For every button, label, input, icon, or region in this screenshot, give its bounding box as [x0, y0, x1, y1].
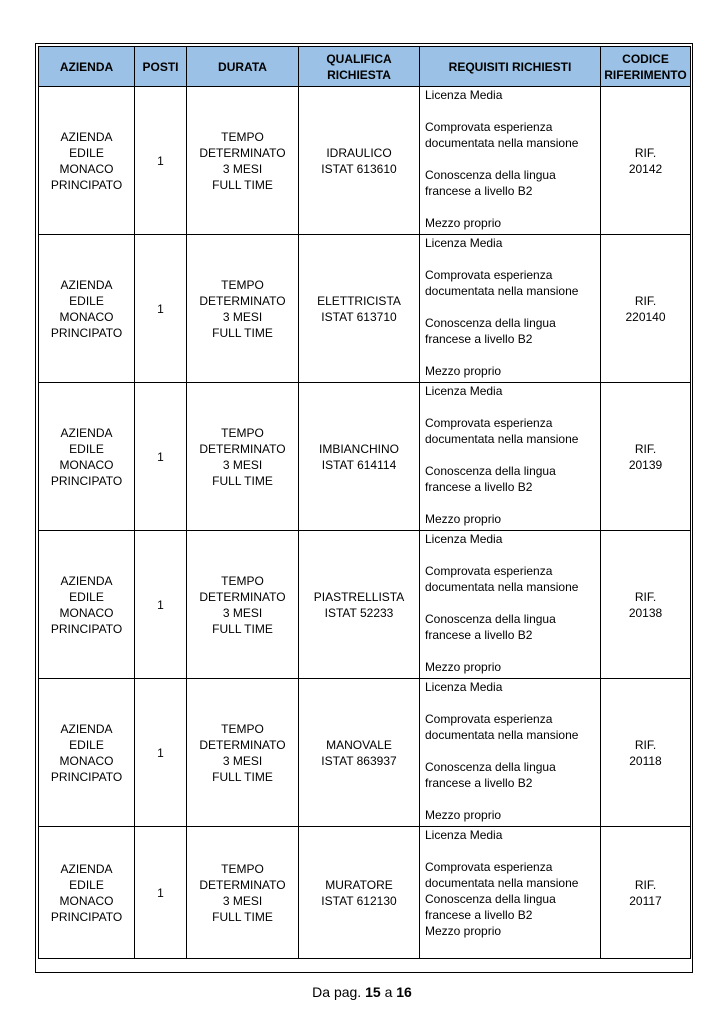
requisiti-line: documentata nella mansione — [425, 136, 579, 150]
cell-requisiti — [420, 679, 601, 827]
cell-qualifica-line: MANOVALE — [326, 737, 392, 752]
table-row — [39, 87, 691, 235]
cell-codice — [601, 383, 691, 531]
cell-durata-line: FULL TIME — [212, 621, 273, 636]
cell-azienda-line: MONACO — [59, 893, 114, 908]
cell-durata-line: DETERMINATO — [199, 145, 286, 160]
requisiti-line: documentata nella mansione — [425, 728, 579, 742]
cell-qualifica-line: MURATORE — [325, 877, 393, 892]
cell-codice-line: RIF. — [634, 145, 657, 160]
cell-posti: 1 — [135, 383, 187, 531]
cell-qualifica-line: IDRAULICO — [326, 145, 392, 160]
requisiti-line: Licenza Media — [425, 384, 503, 398]
cell-qualifica-line: IMBIANCHINO — [318, 441, 399, 456]
requisiti-spacer — [425, 495, 596, 511]
cell-codice-line: 20118 — [629, 753, 662, 768]
cell-durata-line: DETERMINATO — [199, 877, 286, 892]
cell-codice-line: RIF. — [634, 293, 657, 308]
header-qualifica: QUALIFICA RICHIESTA — [299, 47, 420, 87]
cell-posti: 1 — [135, 827, 187, 959]
requisiti-line: Licenza Media — [425, 88, 503, 102]
cell-posti: 1 — [135, 87, 187, 235]
requisiti-line: francese a livello B2 — [425, 480, 533, 494]
cell-azienda-line: AZIENDA — [60, 573, 113, 588]
requisiti-spacer — [425, 299, 596, 315]
requisiti-line: Licenza Media — [425, 828, 503, 842]
cell-requisiti — [420, 827, 601, 959]
cell-codice-line: 20138 — [628, 605, 663, 620]
requisiti-spacer — [425, 791, 596, 807]
header-azienda: AZIENDA — [39, 47, 135, 87]
requisiti-line: Conoscenza della lingua — [425, 168, 556, 182]
table-row — [39, 235, 691, 383]
cell-durata-line: TEMPO — [221, 129, 264, 144]
requisiti-spacer — [425, 595, 596, 611]
cell-azienda-line: AZIENDA — [60, 277, 113, 292]
cell-codice-line: 20139 — [628, 457, 663, 472]
requisiti-line: Mezzo proprio — [425, 364, 502, 378]
cell-posti: 1 — [135, 531, 187, 679]
requisiti-line: Mezzo proprio — [425, 512, 502, 526]
cell-azienda — [39, 383, 135, 531]
header-posti: POSTI — [135, 47, 187, 87]
cell-azienda-line: PRINCIPATO — [50, 177, 123, 192]
cell-azienda — [39, 87, 135, 235]
cell-durata-line: 3 MESI — [222, 893, 263, 908]
header-codice: CODICE RIFERIMENTO — [601, 47, 691, 87]
cell-azienda-line: MONACO — [59, 309, 114, 324]
cell-azienda-line: AZIENDA — [60, 425, 113, 440]
table-row — [39, 679, 691, 827]
job-listings-table-frame — [35, 43, 693, 973]
requisiti-line: Mezzo proprio — [425, 660, 502, 674]
requisiti-spacer — [425, 643, 596, 659]
cell-azienda — [39, 531, 135, 679]
requisiti-spacer — [425, 151, 596, 167]
cell-durata-line: TEMPO — [221, 861, 264, 876]
cell-codice — [601, 87, 691, 235]
cell-durata-line: 3 MESI — [222, 457, 263, 472]
page-range-footer — [0, 984, 724, 1000]
requisiti-spacer — [425, 399, 596, 415]
cell-codice — [601, 679, 691, 827]
cell-codice-line: RIF. — [634, 737, 657, 752]
cell-azienda-line: MONACO — [59, 753, 114, 768]
cell-qualifica — [299, 679, 420, 827]
cell-durata-line: FULL TIME — [212, 177, 273, 192]
cell-qualifica-line: ISTAT 613710 — [321, 309, 397, 324]
cell-azienda — [39, 679, 135, 827]
cell-azienda-line: PRINCIPATO — [50, 473, 123, 488]
requisiti-line: Licenza Media — [425, 680, 503, 694]
cell-durata-line: 3 MESI — [222, 161, 263, 176]
cell-durata-line: TEMPO — [221, 277, 264, 292]
cell-qualifica-line: ISTAT 614114 — [321, 457, 397, 472]
cell-codice — [601, 531, 691, 679]
requisiti-line: Comprovata esperienza — [425, 416, 553, 430]
cell-durata — [187, 87, 299, 235]
cell-codice-line: RIF. — [634, 589, 657, 604]
header-requisiti: REQUISITI RICHIESTI — [420, 47, 601, 87]
cell-azienda — [39, 827, 135, 959]
requisiti-line: Conoscenza della lingua — [425, 612, 556, 626]
requisiti-line: documentata nella mansione — [425, 876, 579, 890]
cell-durata-line: TEMPO — [221, 425, 264, 440]
cell-azienda-line: MONACO — [59, 605, 114, 620]
cell-qualifica — [299, 531, 420, 679]
cell-durata-line: 3 MESI — [222, 309, 263, 324]
requisiti-line: Mezzo proprio — [425, 924, 502, 938]
cell-posti: 1 — [135, 235, 187, 383]
cell-azienda-line: AZIENDA — [60, 861, 113, 876]
cell-codice-line: 20117 — [629, 893, 662, 908]
requisiti-line: Comprovata esperienza — [425, 860, 553, 874]
cell-codice — [601, 235, 691, 383]
cell-azienda-line: EDILE — [69, 145, 104, 160]
cell-codice-line: RIF. — [634, 877, 657, 892]
cell-durata-line: TEMPO — [221, 721, 264, 736]
cell-requisiti — [420, 531, 601, 679]
header-durata: DURATA — [187, 47, 299, 87]
table-row — [39, 383, 691, 531]
cell-codice-line: RIF. — [634, 441, 657, 456]
requisiti-line: documentata nella mansione — [425, 432, 579, 446]
cell-azienda-line: EDILE — [69, 293, 104, 308]
cell-durata — [187, 679, 299, 827]
table-row — [39, 531, 691, 679]
requisiti-line: Conoscenza della lingua — [425, 892, 556, 906]
cell-durata-line: DETERMINATO — [199, 589, 286, 604]
cell-azienda-line: PRINCIPATO — [50, 769, 123, 784]
cell-azienda-line: PRINCIPATO — [50, 909, 123, 924]
requisiti-spacer — [425, 347, 596, 363]
cell-durata-line: DETERMINATO — [199, 737, 286, 752]
cell-azienda-line: AZIENDA — [60, 129, 113, 144]
cell-qualifica-line: ISTAT 52233 — [324, 605, 394, 620]
requisiti-line: francese a livello B2 — [425, 628, 533, 642]
cell-codice-line: 220140 — [625, 309, 666, 324]
cell-codice-line: 20142 — [628, 161, 663, 176]
requisiti-line: Conoscenza della lingua — [425, 760, 556, 774]
cell-qualifica — [299, 87, 420, 235]
cell-requisiti — [420, 235, 601, 383]
requisiti-line: documentata nella mansione — [425, 580, 579, 594]
cell-azienda-line: PRINCIPATO — [50, 621, 123, 636]
footer-prefix: Da pag. — [312, 984, 362, 1000]
cell-durata-line: FULL TIME — [212, 325, 273, 340]
requisiti-spacer — [425, 547, 596, 563]
footer-connector: a — [384, 984, 393, 1000]
table-row — [39, 827, 691, 959]
cell-durata-line: FULL TIME — [212, 769, 273, 784]
footer-from-page: 15 — [365, 984, 381, 1000]
cell-durata-line: TEMPO — [221, 573, 264, 588]
cell-posti: 1 — [135, 679, 187, 827]
cell-durata — [187, 235, 299, 383]
cell-durata — [187, 827, 299, 959]
cell-durata-line: FULL TIME — [212, 473, 273, 488]
table-body — [39, 87, 691, 959]
requisiti-line: Licenza Media — [425, 532, 503, 546]
cell-azienda-line: AZIENDA — [60, 721, 113, 736]
job-listings-table — [38, 46, 691, 959]
cell-azienda-line: MONACO — [59, 457, 114, 472]
cell-durata-line: DETERMINATO — [199, 293, 286, 308]
cell-durata-line: DETERMINATO — [199, 441, 286, 456]
cell-durata — [187, 531, 299, 679]
requisiti-line: francese a livello B2 — [425, 184, 533, 198]
cell-qualifica — [299, 827, 420, 959]
cell-azienda-line: EDILE — [69, 589, 104, 604]
footer-to-page: 16 — [396, 984, 412, 1000]
requisiti-line: Comprovata esperienza — [425, 712, 553, 726]
requisiti-line: francese a livello B2 — [425, 908, 533, 922]
cell-azienda-line: EDILE — [69, 737, 104, 752]
requisiti-line: francese a livello B2 — [425, 776, 533, 790]
cell-qualifica-line: PIASTRELLISTA — [313, 589, 405, 604]
cell-qualifica — [299, 235, 420, 383]
requisiti-line: Conoscenza della lingua — [425, 464, 556, 478]
cell-requisiti — [420, 87, 601, 235]
cell-azienda-line: PRINCIPATO — [50, 325, 123, 340]
requisiti-spacer — [425, 251, 596, 267]
requisiti-spacer — [425, 695, 596, 711]
cell-qualifica-line: ELETTRICISTA — [317, 293, 401, 308]
requisiti-line: documentata nella mansione — [425, 284, 579, 298]
requisiti-line: Conoscenza della lingua — [425, 316, 556, 330]
cell-durata-line: 3 MESI — [222, 605, 263, 620]
requisiti-line: francese a livello B2 — [425, 332, 533, 346]
table-header-row — [39, 47, 691, 87]
cell-azienda-line: EDILE — [69, 877, 104, 892]
requisiti-spacer — [425, 199, 596, 215]
requisiti-spacer — [425, 103, 596, 119]
cell-qualifica-line: ISTAT 612130 — [321, 893, 397, 908]
cell-requisiti — [420, 383, 601, 531]
cell-qualifica-line: ISTAT 863937 — [321, 753, 397, 768]
requisiti-line: Mezzo proprio — [425, 216, 502, 230]
cell-durata — [187, 383, 299, 531]
requisiti-spacer — [425, 447, 596, 463]
cell-azienda-line: MONACO — [59, 161, 114, 176]
cell-durata-line: 3 MESI — [222, 753, 263, 768]
requisiti-spacer — [425, 843, 596, 859]
requisiti-line: Licenza Media — [425, 236, 503, 250]
requisiti-line: Mezzo proprio — [425, 808, 502, 822]
cell-codice — [601, 827, 691, 959]
cell-azienda — [39, 235, 135, 383]
requisiti-line: Comprovata esperienza — [425, 120, 553, 134]
cell-qualifica-line: ISTAT 613610 — [321, 161, 397, 176]
cell-qualifica — [299, 383, 420, 531]
requisiti-line: Comprovata esperienza — [425, 268, 553, 282]
cell-durata-line: FULL TIME — [212, 909, 273, 924]
requisiti-spacer — [425, 743, 596, 759]
requisiti-line: Comprovata esperienza — [425, 564, 553, 578]
cell-azienda-line: EDILE — [69, 441, 104, 456]
